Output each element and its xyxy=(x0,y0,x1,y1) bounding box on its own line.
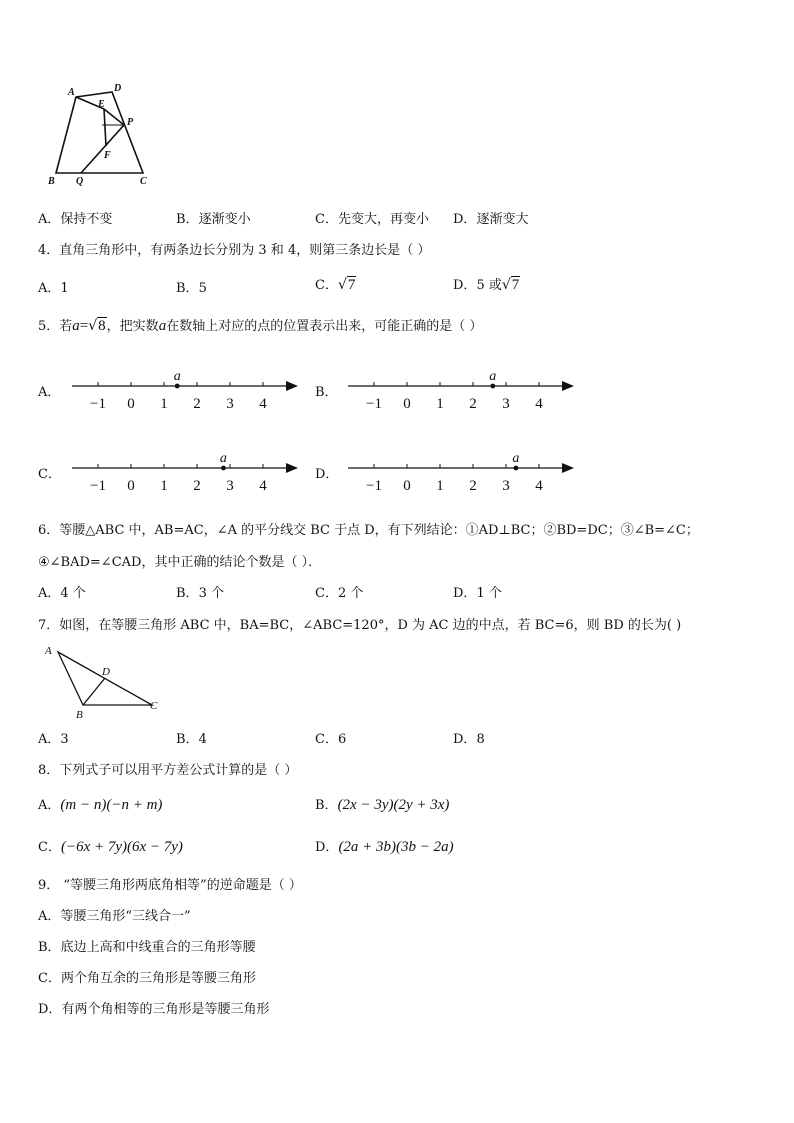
number-line-tick-label: −1 xyxy=(366,396,382,412)
q6-stem-line2: ④∠BAD=∠CAD，其中正确的结论个数是（ ）． xyxy=(38,555,322,570)
number-line-point-label: a xyxy=(489,369,497,384)
figure-q3 xyxy=(40,80,160,190)
number-line-tick-label: 3 xyxy=(226,478,234,494)
q9-option-c: C．两个角互余的三角形是等腰三角形 xyxy=(38,971,256,986)
q7-option-a: A．3 xyxy=(38,732,69,747)
number-line-point-label: a xyxy=(512,451,520,466)
q3-option-b: B．逐渐变小 xyxy=(176,212,251,227)
fig-q3-label-d: D xyxy=(114,83,122,94)
fig-q3-label-a: A xyxy=(68,87,75,98)
number-line-tick-label: −1 xyxy=(90,478,106,494)
number-line-tick-label: 1 xyxy=(436,396,444,412)
q5-number-line-a xyxy=(66,364,306,414)
fig-q7-label-a: A xyxy=(45,645,52,657)
number-line-tick-label: 2 xyxy=(193,396,201,412)
number-line-tick-label: 0 xyxy=(127,478,135,494)
number-line-arrow xyxy=(286,381,298,391)
number-line-tick-label: 1 xyxy=(160,478,168,494)
q7-stem: 7．如图，在等腰三角形 ABC 中，BA=BC，∠ABC=120°，D 为 AC 边的中点，若 BC=6，则 BD 的长为( ) xyxy=(38,618,682,633)
fig-q3-label-q: Q xyxy=(76,176,84,187)
q9-stem: 9． “等腰三角形两底角相等”的逆命题是（ ） xyxy=(38,878,302,893)
number-line-tick-label: 2 xyxy=(193,478,201,494)
fig-q3-label-p: P xyxy=(127,117,134,128)
number-line-tick-label: 4 xyxy=(535,478,543,494)
q5-option-c-letter: C． xyxy=(38,467,61,482)
fig-q3-label-b: B xyxy=(48,176,55,187)
q5-number-line-d xyxy=(342,446,582,496)
q3-option-d: D．逐渐变大 xyxy=(453,212,529,227)
q9-option-d: D．有两个角相等的三角形是等腰三角形 xyxy=(38,1002,270,1017)
q5-number-line-c xyxy=(66,446,306,496)
q5-option-b-letter: B． xyxy=(315,385,338,400)
q8-option-d: D．(2a + 3b)(3b − 2a) xyxy=(315,839,454,855)
q4-stem: 4．直角三角形中，有两条边长分别为 3 和 4，则第三条边长是（ ） xyxy=(38,243,431,258)
number-line-tick-label: 4 xyxy=(535,396,543,412)
number-line-tick-label: 0 xyxy=(403,478,411,494)
number-line-tick-label: 1 xyxy=(436,478,444,494)
number-line-tick-label: −1 xyxy=(366,478,382,494)
q5-option-d-letter: D． xyxy=(315,467,339,482)
figure-q7 xyxy=(40,640,170,720)
number-line-point-label: a xyxy=(173,369,181,384)
number-line-arrow xyxy=(562,381,574,391)
number-line-arrow xyxy=(562,463,574,473)
q7-option-d: D．8 xyxy=(453,732,485,747)
q4-option-c: C．√7 xyxy=(315,277,356,293)
q8-option-b: B．(2x − 3y)(2y + 3x) xyxy=(315,797,450,813)
fig-q7-label-b: B xyxy=(76,709,83,720)
number-line-tick-label: 2 xyxy=(469,478,477,494)
number-line-point xyxy=(175,384,180,389)
q8-stem: 8．下列式子可以用平方差公式计算的是（ ） xyxy=(38,763,298,778)
q5-stem: 5．若a=√8，把实数a在数轴上对应的点的位置表示出来，可能正确的是（ ） xyxy=(38,318,483,334)
q8-option-a: A．(m − n)(−n + m) xyxy=(38,797,163,813)
number-line-tick-label: 0 xyxy=(403,396,411,412)
fig-q7-label-d: D xyxy=(102,666,110,678)
number-line-arrow xyxy=(286,463,298,473)
fig-q3-label-c: C xyxy=(140,176,147,187)
fig-q7-label-c: C xyxy=(150,700,158,712)
number-line-point-label: a xyxy=(219,451,227,466)
number-line-tick-label: −1 xyxy=(90,396,106,412)
number-line-tick-label: 3 xyxy=(226,396,234,412)
fig-q3-label-f: F xyxy=(104,150,111,161)
number-line-tick-label: 4 xyxy=(259,478,267,494)
q4-option-a: A．1 xyxy=(38,281,69,296)
number-line-tick-label: 3 xyxy=(502,396,510,412)
number-line-tick-label: 0 xyxy=(127,396,135,412)
q5-number-line-b xyxy=(342,364,582,414)
q7-option-b: B．4 xyxy=(176,732,207,747)
q6-stem-line1: 6．等腰△ABC 中，AB=AC，∠A 的平分线交 BC 于点 D，有下列结论：①AD⊥BC；②BD=DC；③∠B=∠C； xyxy=(38,523,699,538)
q9-option-a: A．等腰三角形“三线合一” xyxy=(38,909,191,924)
q9-option-b: B．底边上高和中线重合的三角形等腰 xyxy=(38,940,256,955)
q3-option-c: C．先变大，再变小 xyxy=(315,212,429,227)
number-line-tick-label: 1 xyxy=(160,396,168,412)
q7-option-c: C．6 xyxy=(315,732,347,747)
q8-option-c: C．(−6x + 7y)(6x − 7y) xyxy=(38,839,183,855)
q6-option-b: B．3 个 xyxy=(176,586,224,601)
number-line-tick-label: 2 xyxy=(469,396,477,412)
number-line-tick-label: 3 xyxy=(502,478,510,494)
q6-option-a: A．4 个 xyxy=(38,586,86,601)
q4-option-b: B．5 xyxy=(176,281,207,296)
q6-option-c: C．2 个 xyxy=(315,586,364,601)
number-line-point xyxy=(514,466,519,471)
q3-option-a: A．保持不变 xyxy=(38,212,113,227)
q6-option-d: D．1 个 xyxy=(453,586,502,601)
number-line-point xyxy=(490,384,495,389)
fig-q3-label-e: E xyxy=(98,99,105,110)
number-line-tick-label: 4 xyxy=(259,396,267,412)
q4-option-d: D．5 或√7 xyxy=(453,277,520,293)
q5-option-a-letter: A． xyxy=(38,385,61,400)
number-line-point xyxy=(221,466,226,471)
